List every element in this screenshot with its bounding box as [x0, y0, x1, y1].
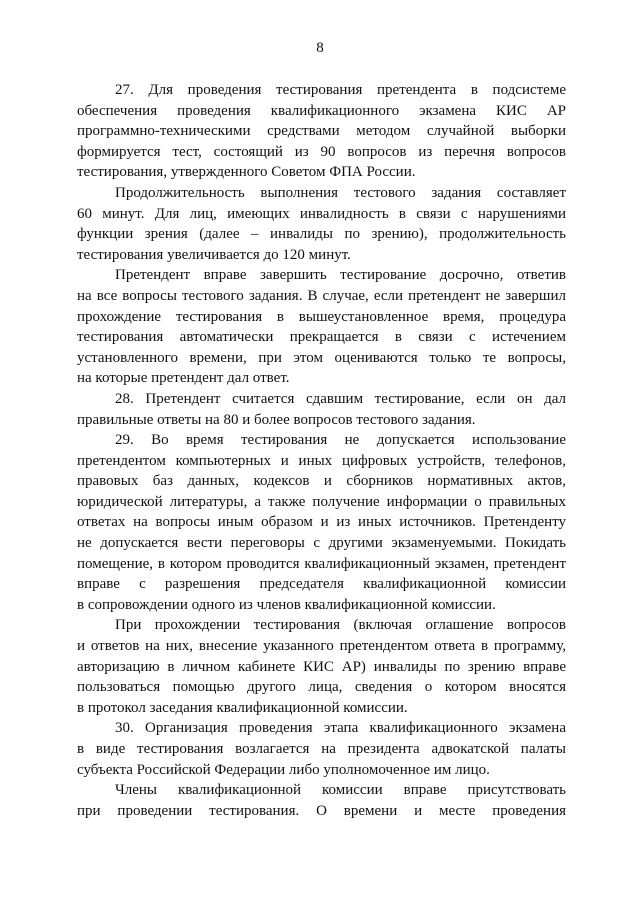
text-line: при проведении тестирования. О времени и месте проведения [77, 802, 566, 819]
text-line: Члены квалификационной комиссии вправе присутствовать [115, 782, 566, 799]
paragraph [77, 389, 566, 430]
text-line: тестирования автоматически прекращается в связи с истечением [77, 329, 566, 346]
text-line: функции зрения (далее – инвалиды по зрению), продолжительность [77, 226, 566, 243]
text-line: вправе с разрешения председателя квалификационной комиссии [77, 576, 566, 593]
text-line: 29. Во время тестирования не допускается использование [115, 432, 566, 449]
text-line: авторизацию в личном кабинете КИС АР) инвалиды по зрению вправе [77, 658, 566, 675]
paragraph [77, 265, 566, 389]
text-line: установленного времени, при этом оцениваются только те вопросы, [77, 349, 566, 366]
text-line: 28. Претендент считается сдавшим тестирование, если он дал [115, 390, 566, 407]
text-line: тестирования увеличивается до 120 минут. [77, 246, 351, 263]
text-line: правовых баз данных, кодексов и сборников нормативных актов, [77, 473, 566, 490]
text-line: Претендент вправе завершить тестирование досрочно, ответив [115, 267, 566, 284]
text-line: ответах на вопросы иным образом и из иных источников. Претенденту [77, 514, 566, 531]
text-line: 27. Для проведения тестирования претендента в подсистеме [115, 82, 566, 98]
text-line: претендентом компьютерных и иных цифровых устройств, телефонов, [77, 452, 566, 469]
text-line: обеспечения проведения квалификационного экзамена КИС АР [77, 102, 566, 119]
text-line: субъекта Российской Федерации либо уполномоченное им лицо. [77, 761, 490, 778]
text-line: помещение, в котором проводится квалификационный экзамен, претендент [77, 555, 566, 572]
paragraph [77, 718, 566, 780]
text-line: 30. Организация проведения этапа квалификационного экзамена [115, 720, 566, 737]
paragraph [77, 430, 566, 615]
text-line: на которые претендент дал ответ. [77, 370, 290, 387]
text-line: тестирования, утвержденного Советом ФПА России. [77, 164, 416, 181]
text-line: на все вопросы тестового задания. В случае, если претендент не завершил [77, 287, 566, 304]
text-line: Продолжительность выполнения тестового задания составляет [115, 184, 566, 201]
text-line: юридической литературы, а также получение информации о правильных [77, 493, 566, 510]
text-line: 60 минут. Для лиц, имеющих инвалидность в связи с нарушениями [77, 205, 566, 222]
document-body [77, 80, 566, 821]
paragraph [77, 80, 566, 183]
text-line: пользоваться помощью другого лица, сведения о котором вносятся [77, 679, 566, 696]
page-number: 8 [316, 40, 324, 56]
paragraph [77, 780, 566, 821]
text-line: в виде тестирования возлагается на президента адвокатской палаты [77, 741, 566, 757]
paragraph [77, 615, 566, 718]
text-line: не допускается вести переговоры с другими экзаменуемыми. Покидать [77, 535, 566, 552]
text-line: в сопровождении одного из членов квалификационной комиссии. [77, 596, 496, 613]
text-line: в протокол заседания квалификационной комиссии. [77, 699, 408, 716]
paragraph [77, 183, 566, 265]
text-line: формируется тест, состоящий из 90 вопросов из перечня вопросов [77, 143, 566, 160]
text-line: программно-техническими средствами методом случайной выборки [77, 123, 566, 140]
text-line: При прохождении тестирования (включая оглашение вопросов [115, 617, 566, 634]
text-line: правильные ответы на 80 и более вопросов тестового задания. [77, 411, 476, 428]
text-line: и ответов на них, внесение указанного претендентом ответа в программу, [77, 638, 566, 655]
text-line: прохождение тестирования в вышеустановленное время, процедура [77, 308, 566, 325]
